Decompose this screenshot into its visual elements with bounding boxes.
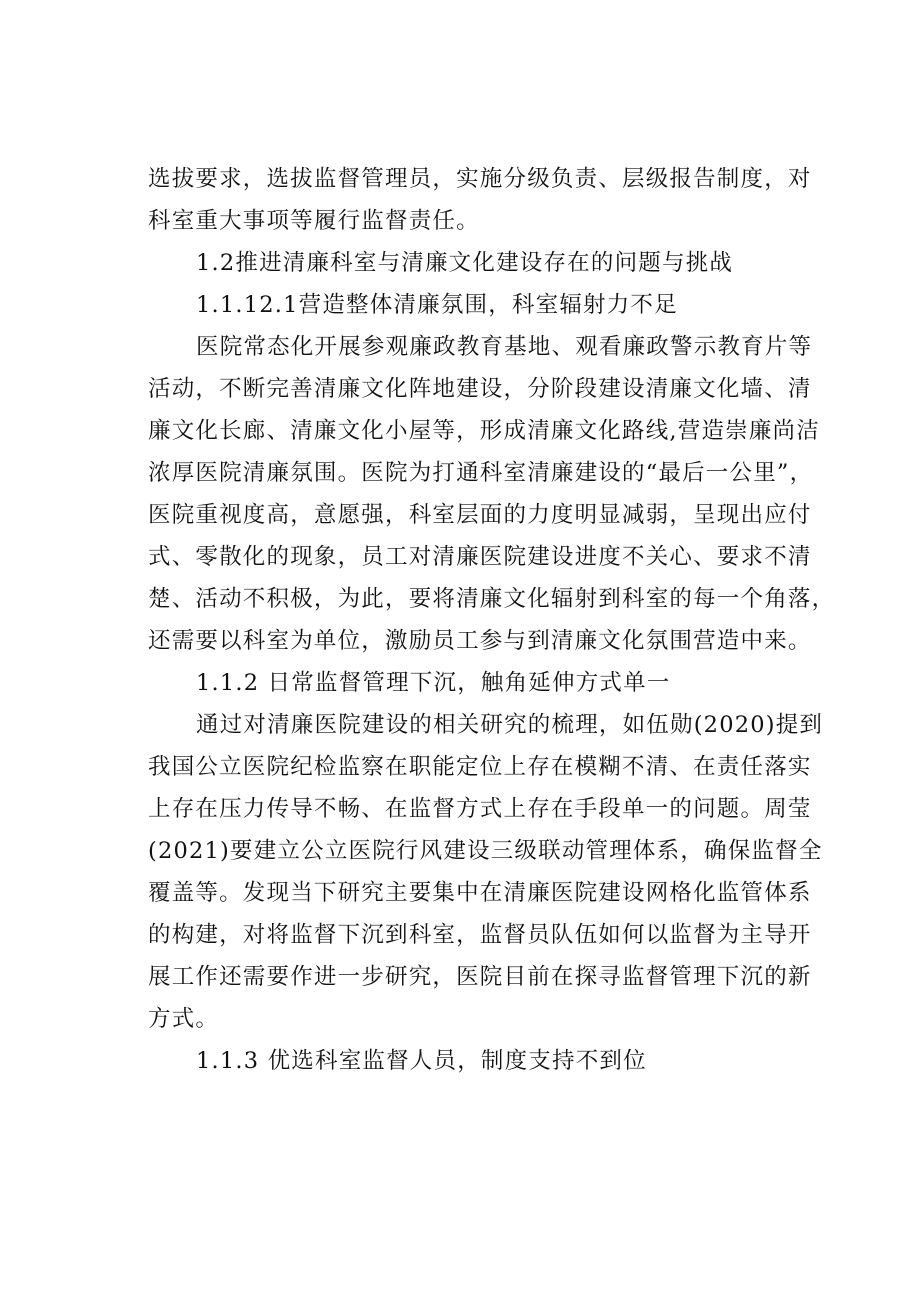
paragraph-line: 通过对清廉医院建设的相关研究的梳理，如伍勋(2020)提到 (196, 712, 824, 738)
paragraph-line: (2021)要建立公立医院行风建设三级联动管理体系，确保监督全 (148, 838, 823, 864)
section-heading-1-2: 1.2推进清廉科室与清廉文化建设存在的问题与挑战 (196, 250, 734, 276)
paragraph-line: 楚、活动不积极，为此，要将清廉文化辐射到科室的每一个角落， (148, 586, 836, 612)
paragraph-line: 科室重大事项等履行监督责任。 (148, 208, 480, 234)
document-page (148, 158, 836, 1082)
paragraph-line: 医院重视度高，意愿强，科室层面的力度明显减弱，呈现出应付 (148, 502, 812, 528)
paragraph-line: 式、零散化的现象，员工对清廉医院建设进度不关心、要求不清 (148, 544, 812, 570)
paragraph-line: 覆盖等。发现当下研究主要集中在清廉医院建设网格化监管体系 (148, 880, 812, 906)
section-heading-1-1-3: 1.1.3 优选科室监督人员，制度支持不到位 (196, 1048, 647, 1074)
paragraph-line: 活动，不断完善清廉文化阵地建设，分阶段建设清廉文化墙、清 (148, 376, 812, 402)
paragraph-line: 上存在压力传导不畅、在监督方式上存在手段单一的问题。周莹 (148, 796, 812, 822)
paragraph-line: 的构建，对将监督下沉到科室，监督员队伍如何以监督为主导开 (148, 922, 812, 948)
paragraph-line: 还需要以科室为单位，激励员工参与到清廉文化氛围营造中来。 (148, 628, 812, 654)
section-heading-1-1-1: 1.1.12.1营造整体清廉氛围，科室辐射力不足 (196, 292, 678, 318)
paragraph-line: 廉文化长廊、清廉文化小屋等，形成清廉文化路线,营造崇廉尚洁 (148, 418, 820, 444)
paragraph-line: 选拔要求，选拔监督管理员，实施分级负责、层级报告制度，对 (148, 166, 812, 192)
paragraph-line: 浓厚医院清廉氛围。医院为打通科室清廉建设的“最后一公里”， (148, 460, 814, 486)
paragraph-line: 我国公立医院纪检监察在职能定位上存在模糊不清、在责任落实 (148, 754, 812, 780)
paragraph-line: 医院常态化开展参观廉政教育基地、观看廉政警示教育片等 (196, 334, 813, 360)
paragraph-line: 展工作还需要作进一步研究，医院目前在探寻监督管理下沉的新 (148, 964, 812, 990)
section-heading-1-1-2: 1.1.2 日常监督管理下沉，触角延伸方式单一 (196, 670, 671, 696)
paragraph-line: 方式。 (148, 1006, 220, 1032)
